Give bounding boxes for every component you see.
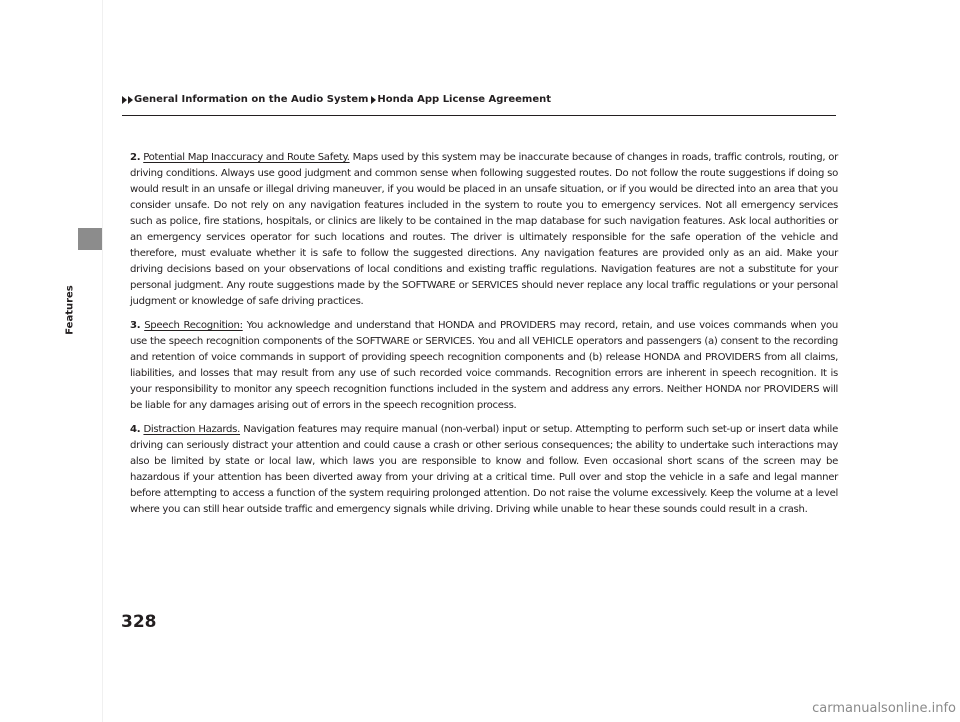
section-speech-recognition (130, 318, 838, 414)
breadcrumb-arrow-icon (371, 96, 376, 104)
sidebar-section-label: Features (64, 285, 76, 335)
page-number: 328 (121, 612, 157, 632)
margin-line (102, 0, 103, 722)
breadcrumb-arrow-icon (128, 96, 133, 104)
section-number: 2. (130, 152, 141, 163)
section-heading: Potential Map Inaccuracy and Route Safety. (143, 152, 350, 163)
section-body: Maps used by this system may be inaccurate because of changes in roads, traffic controls, routing, or driving conditions. Always use good judgment and common sense when following suggested routes. Do not follow the route suggestions if doing so would result in an unsafe or illegal driving maneuver, if you would be placed in an unsafe situation, or if you would be directed into an area that you consider unsafe. Do not rely on any navigation features included in the system to route you to emergency services. Not all emergency services such as police, fire stations, hospitals, or clinics are likely to be contained in the map database for such navigation features. Ask local authorities or an emergency services operator for such locations and routes. The driver is ultimately responsible for the safe operation of the vehicle and therefore, must evaluate whether it is safe to follow the suggested directions. Any navigation features are provided only as an aid. Make your driving decisions based on your observations of local conditions and existing traffic regulations. Navigation features are not a substitute for your personal judgment. Any route suggestions made by the SOFTWARE or SERVICES should never replace any local traffic regulations or your personal judgment or knowledge of safe driving practices. (130, 152, 838, 307)
section-distraction-hazards (130, 422, 838, 518)
breadcrumb (122, 94, 551, 105)
breadcrumb-item-audio-system[interactable]: General Information on the Audio System (134, 94, 369, 105)
section-body: Navigation features may require manual (non-verbal) input or setup. Attempting to perform such set-up or insert data while driving can seriously distract your attention and could cause a crash or other serious consequences; the ability to undertake such interactions may also be limited by state or local law, which laws you are responsible to know and follow. Even occasional short scans of the screen may be hazardous if your attention has been diverted away from your driving at a critical time. Pull over and stop the vehicle in a safe and legal manner before attempting to access a function of the system requiring prolonged attention. Do not raise the volume excessively. Keep the volume at a level where you can still hear outside traffic and emergency signals while driving. Driving while unable to hear these sounds could result in a crash. (130, 424, 838, 515)
breadcrumb-item-license-agreement[interactable]: Honda App License Agreement (377, 94, 552, 105)
document-body (130, 150, 838, 526)
section-tab-marker (78, 228, 102, 250)
watermark: carmanualsonline.info (812, 701, 956, 716)
section-body: You acknowledge and understand that HONDA and PROVIDERS may record, retain, and use voices commands when you use the speech recognition components of the SOFTWARE or SERVICES. You and all VEHICLE operators and passengers (a) consent to the recording and retention of voice commands in support of providing speech recognition components and (b) release HONDA and PROVIDERS from all claims, liabilities, and losses that may result from any use of such recorded voice commands. Recognition errors are inherent in speech recognition. It is your responsibility to monitor any speech recognition functions included in the system and address any errors. Neither HONDA nor PROVIDERS will be liable for any damages arising out of errors in the speech recognition process. (130, 320, 838, 411)
breadcrumb-arrow-icon (122, 96, 127, 104)
section-heading: Distraction Hazards. (143, 424, 241, 435)
section-heading: Speech Recognition: (144, 320, 243, 331)
header-rule (122, 115, 836, 116)
section-number: 3. (130, 320, 141, 331)
section-number: 4. (130, 424, 141, 435)
section-map-inaccuracy (130, 150, 838, 310)
